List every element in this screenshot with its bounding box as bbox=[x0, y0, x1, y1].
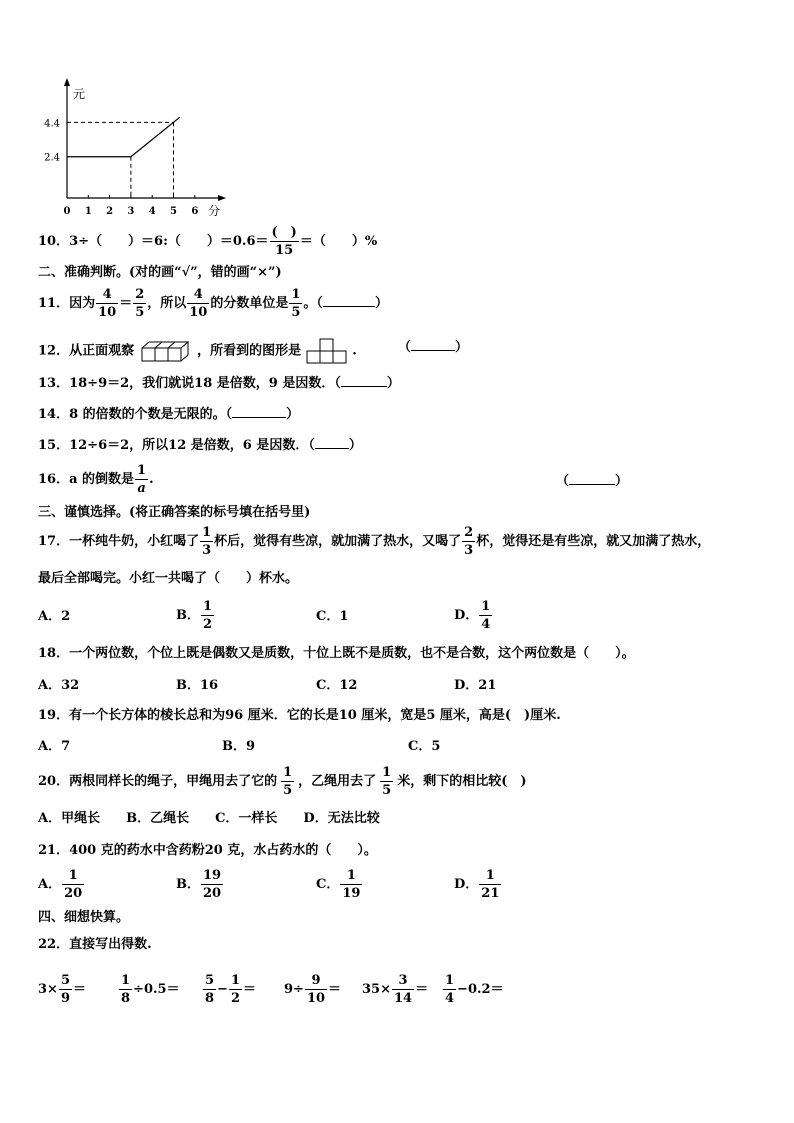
question-22: 22．直接写出得数. bbox=[38, 937, 152, 952]
question-10 bbox=[38, 226, 377, 257]
q12-answer: （ ） bbox=[398, 340, 469, 355]
y-tick-label: 4.4 bbox=[44, 118, 60, 130]
x-tick-label: 0 bbox=[63, 206, 71, 217]
section-2-heading: 二、准确判断。(对的画“√”，错的画“×”) bbox=[38, 265, 282, 280]
y-axis-label: 元 bbox=[73, 87, 86, 101]
x-tick-label: 1 bbox=[84, 206, 92, 217]
x-tick-label: 3 bbox=[127, 206, 135, 217]
q17-option-c[interactable]: C．1 bbox=[316, 609, 349, 624]
x-axis-arrow bbox=[218, 195, 226, 201]
question-13: 13．18÷9＝2，我们就说18 是倍数，9 是因数．（ ） bbox=[38, 376, 400, 391]
q19-option-b[interactable]: B．9 bbox=[222, 739, 256, 754]
price-time-chart bbox=[20, 78, 240, 220]
q14-answer-blank[interactable] bbox=[232, 407, 286, 418]
q21-option-c[interactable]: C． $\frac{1}{19}$ bbox=[316, 868, 361, 901]
q18-option-b[interactable]: B．16 bbox=[176, 678, 219, 693]
q19-option-a[interactable]: A．7 bbox=[38, 739, 71, 754]
question-19: 19．有一个长方体的棱长总和为96 厘米．它的长是10 厘米，宽是5 厘米，高是( )厘米. bbox=[38, 708, 561, 723]
q21-option-d[interactable]: D． $\frac{1}{21}$ bbox=[454, 868, 500, 901]
cube-stack-3d-icon bbox=[141, 339, 191, 363]
q17-line2: 最后全部喝完。小红一共喝了（ ）杯水。 bbox=[38, 571, 299, 586]
calc-expression-1: 3× $\frac{5}{9}$ ＝ bbox=[38, 973, 87, 1006]
calc-expression-3: $\frac{5}{8}$ − $\frac{1}{2}$ ＝ bbox=[205, 973, 257, 1006]
calc-expression-6: $\frac{1}{4}$ −0.2＝ bbox=[445, 973, 504, 1006]
q10-text: 10．3÷（ ）＝6:（ ）＝0.6＝ bbox=[38, 234, 269, 249]
y-tick-label: 2.4 bbox=[44, 152, 60, 164]
q11-answer-blank[interactable] bbox=[323, 296, 375, 307]
x-axis-label: 分 bbox=[208, 204, 221, 218]
question-21: 21．400 克的药水中含药粉20 克，水占药水的（ ）。 bbox=[38, 843, 377, 858]
x-tick-label: 6 bbox=[191, 206, 199, 217]
calc-expression-4: 9÷ $\frac{9}{10}$ ＝ bbox=[284, 973, 342, 1006]
q10-text-end: ＝（ ）% bbox=[299, 234, 378, 249]
question-12: 12．从正面观察 ，所看到的图形是 . bbox=[38, 338, 357, 364]
q20-options[interactable]: A．甲绳长 B．乙绳长 C．一样长 D．无法比较 bbox=[38, 811, 380, 826]
question-17: 17．一杯纯牛奶，小红喝了 $\frac{1}{3}$ 杯后，觉得有些凉，就加满了热水，又喝了 $\frac{2}{3}$ 杯，觉得还是有些凉，就又加满了热水， bbox=[38, 525, 711, 558]
q15-answer-blank[interactable] bbox=[315, 438, 349, 449]
q18-option-a[interactable]: A．32 bbox=[38, 678, 80, 693]
y-axis-arrow bbox=[64, 78, 70, 86]
price-line bbox=[67, 117, 180, 157]
q18-option-d[interactable]: D．21 bbox=[454, 678, 497, 693]
q17-option-d[interactable]: D． $\frac{1}{4}$ bbox=[454, 599, 491, 632]
question-18: 18．一个两位数，个位上既是偶数又是质数，十位上既不是质数，也不是合数，这个两位数是（ ）。 bbox=[38, 646, 635, 661]
question-15: 15．12÷6＝2，所以12 是倍数，6 是因数．（ ） bbox=[38, 438, 362, 453]
section-4-heading: 四、细想快算。 bbox=[38, 910, 130, 925]
q17-option-a[interactable]: A．2 bbox=[38, 609, 71, 624]
q17-option-b[interactable]: B． $\frac{1}{2}$ bbox=[176, 599, 213, 632]
q16-answer-blank[interactable] bbox=[569, 474, 615, 485]
x-tick-label: 4 bbox=[148, 206, 156, 217]
q19-option-c[interactable]: C．5 bbox=[408, 739, 441, 754]
question-11: 11．因为 $\frac{4}{10}$ ＝ $\frac{2}{5}$ ，所以 $\frac{4}{10}$ 的分数单位是 $\frac{1}{5}$ 。（ ） bbox=[38, 287, 388, 320]
q21-option-a[interactable]: A． $\frac{1}{20}$ bbox=[38, 868, 83, 901]
question-20: 20．两根同样长的绳子，甲绳用去了它的 $\frac{1}{5}$ ，乙绳用去了 $\frac{1}{5}$ 米，剩下的相比较( ) bbox=[38, 765, 527, 798]
question-16: 16．a 的倒数是 $\frac{1}{a}$ . bbox=[38, 463, 154, 496]
section-3-heading: 三、谨慎选择。(将正确答案的标号填在括号里) bbox=[38, 505, 311, 520]
x-tick-label: 5 bbox=[170, 206, 177, 217]
question-14: 14．8 的倍数的个数是无限的。（ ） bbox=[38, 407, 300, 422]
q13-answer-blank[interactable] bbox=[341, 376, 387, 387]
q16-answer: （ ） bbox=[556, 474, 629, 489]
q18-option-c[interactable]: C．12 bbox=[316, 678, 358, 693]
calc-expression-5: 35× $\frac{3}{14}$ ＝ bbox=[362, 973, 429, 1006]
q12-answer-blank[interactable] bbox=[411, 340, 455, 351]
q21-option-b[interactable]: B． $\frac{19}{20}$ bbox=[176, 868, 222, 901]
x-tick-label: 2 bbox=[106, 206, 114, 217]
calc-expression-2: $\frac{1}{8}$ ÷0.5＝ bbox=[121, 973, 180, 1006]
q10-fraction: $\frac{( )}{15}$ bbox=[271, 225, 297, 258]
front-view-shape-icon bbox=[306, 338, 348, 364]
